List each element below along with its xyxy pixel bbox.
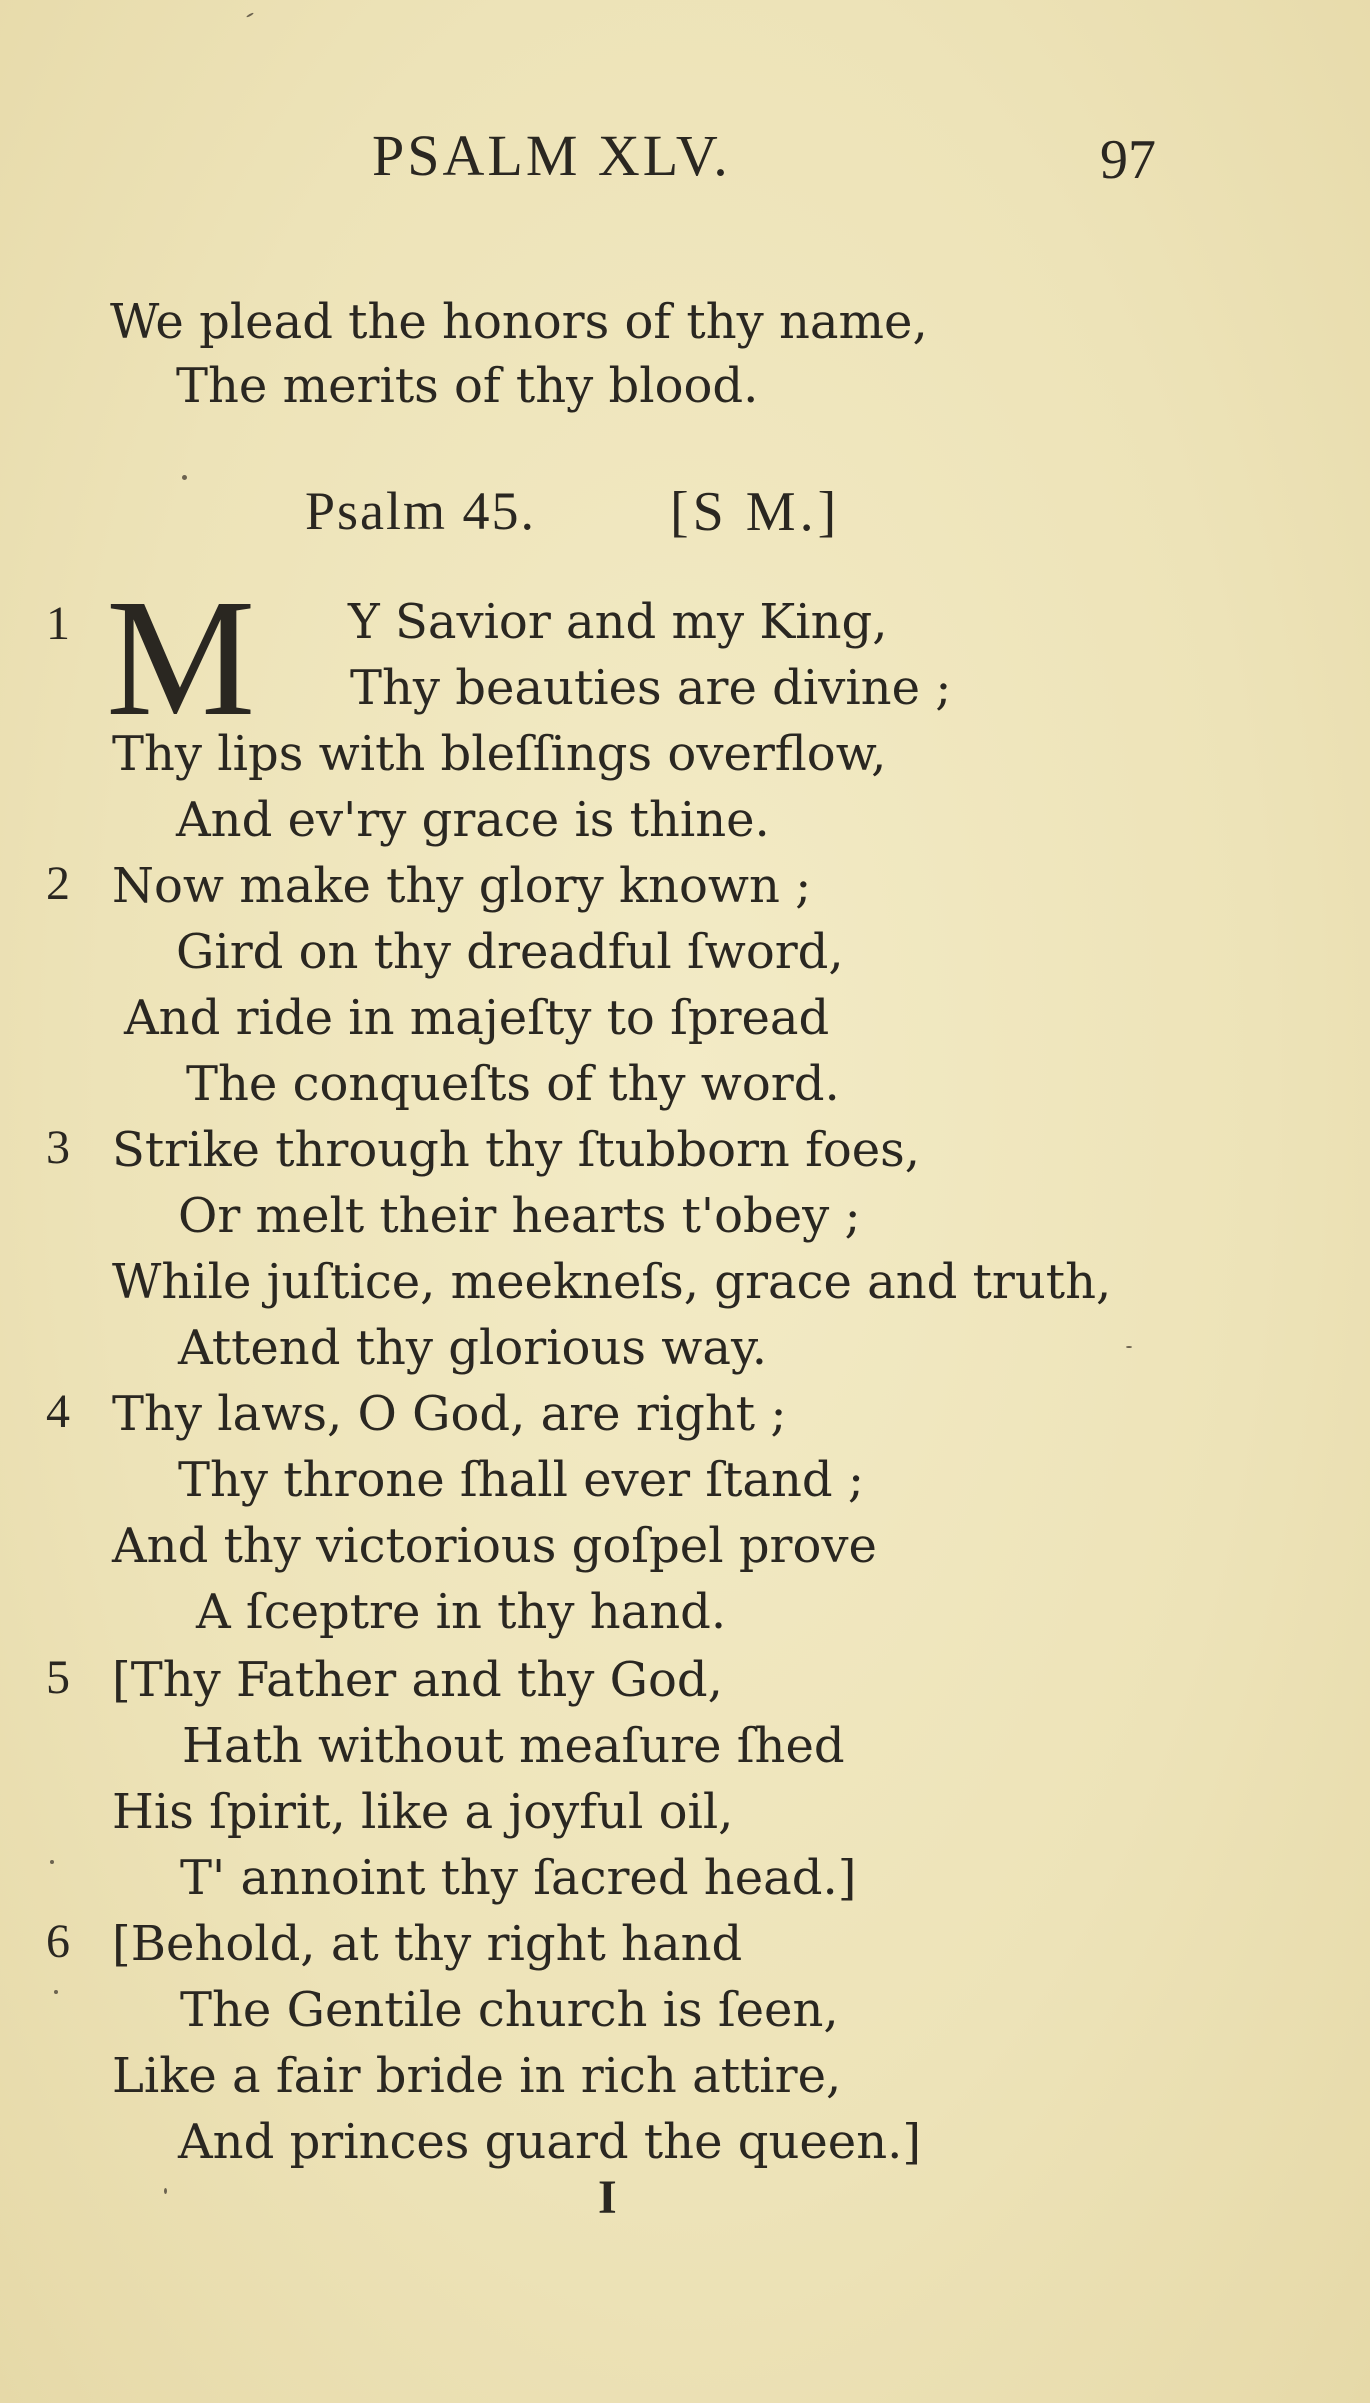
drop-cap: M xyxy=(106,565,256,751)
psalm-heading: Psalm 45. xyxy=(305,481,537,541)
ink-speck xyxy=(1126,1346,1132,1348)
running-head-title: PSALM XLV. xyxy=(372,123,731,188)
verse-line: Or melt their hearts t'obey ; xyxy=(178,1188,861,1244)
verse-line: T' annoint thy ſacred head.] xyxy=(180,1850,857,1906)
verse-line: Attend thy glorious way. xyxy=(178,1320,767,1376)
verse-line: While juſtice, meekneſs, grace and truth, xyxy=(112,1254,1112,1310)
verse-line: Like a fair bride in rich attire, xyxy=(112,2048,842,2104)
verse-line: The conqueſts of thy word. xyxy=(186,1056,840,1112)
catchword: I xyxy=(598,2171,617,2224)
verse-line: The Gentile church is ſeen, xyxy=(180,1982,839,2038)
verse-line: Hath without meaſure ſhed xyxy=(182,1718,845,1774)
verse-line: Thy beauties are divine ; xyxy=(350,660,952,716)
verse-line: Y Savior and my King, xyxy=(348,594,888,650)
page-number: 97 xyxy=(1100,129,1156,191)
verse-line: Strike through thy ſtubborn foes, xyxy=(112,1122,921,1178)
verse-line: Thy laws, O God, are right ; xyxy=(112,1386,787,1442)
ink-speck xyxy=(164,2188,167,2194)
stanza-number: 6 xyxy=(46,1915,70,1968)
stanza-number: 1 xyxy=(46,597,70,650)
verse-line: And ev'ry grace is thine. xyxy=(176,792,770,848)
previous-hymn-line: The merits of thy blood. xyxy=(176,358,759,414)
stanza-number: 4 xyxy=(46,1385,70,1438)
verse-line: Thy throne ſhall ever ſtand ; xyxy=(178,1452,865,1508)
stanza-number: 5 xyxy=(46,1651,70,1704)
ink-speck xyxy=(54,1990,58,1994)
verse-line: Thy lips with bleſſings overflow, xyxy=(112,726,887,782)
verse-line: And thy victorious goſpel prove xyxy=(112,1518,877,1574)
verse-line: And ride in majeſty to ſpread xyxy=(124,990,830,1046)
verse-line: A ſceptre in thy hand. xyxy=(196,1584,727,1640)
verse-line: Now make thy glory known ; xyxy=(112,858,812,914)
meter-label: [S M.] xyxy=(670,481,841,543)
previous-hymn-line: We plead the honors of thy name, xyxy=(110,294,928,350)
verse-line: Gird on thy dreadful ſword, xyxy=(176,924,844,980)
stanza-number: 2 xyxy=(46,857,70,910)
verse-line: His ſpirit, like a joyful oil, xyxy=(112,1784,734,1840)
ink-speck xyxy=(50,1860,54,1864)
verse-line: [Thy Father and thy God, xyxy=(112,1652,723,1708)
stanza-number: 3 xyxy=(46,1121,70,1174)
ink-speck xyxy=(246,12,254,18)
verse-line: And princes guard the queen.] xyxy=(178,2114,922,2170)
verse-line: [Behold, at thy right hand xyxy=(112,1916,743,1972)
ink-speck xyxy=(182,475,187,480)
